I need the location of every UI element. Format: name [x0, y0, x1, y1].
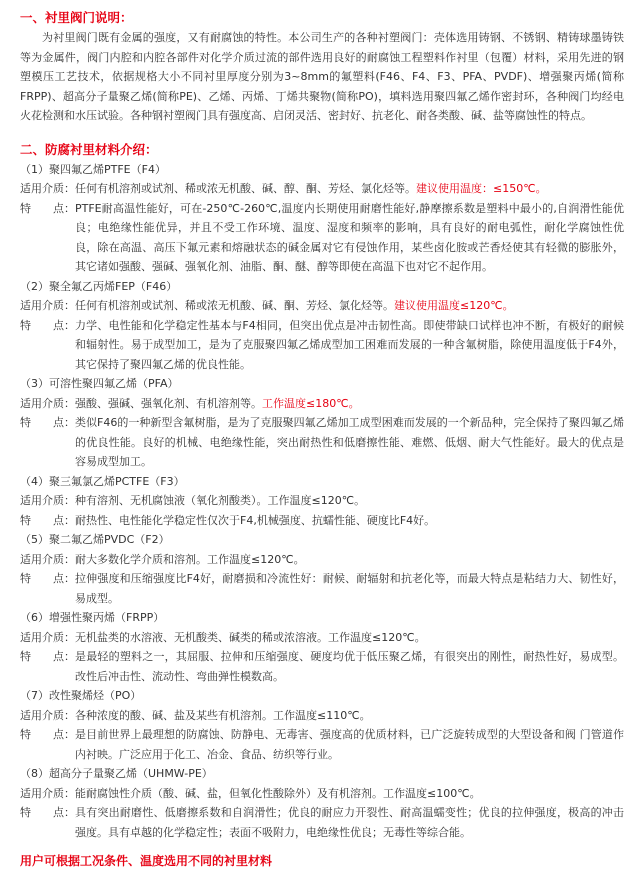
medium-text: 强酸、强碱、强氧化剂、有机溶剂等。	[75, 396, 262, 410]
material-name: （3）可溶性聚四氟乙烯（PFA）	[20, 377, 179, 390]
material-name: （8）超高分子量聚乙烯（UHMW-PE）	[20, 767, 213, 780]
medium-text: 各种浓度的酸、碱、盐及某些有机溶剂。工作温度≤110℃。	[75, 708, 371, 722]
feature-row	[20, 413, 624, 472]
material-item	[20, 277, 624, 375]
feature-label: 特 点：	[20, 806, 75, 819]
feature-label: 特 点：	[20, 416, 75, 429]
medium-value	[75, 179, 624, 199]
section1-title: 一、衬里阀门说明：	[20, 10, 133, 25]
material-name: （2）聚全氟乙丙烯FEP（F46）	[20, 279, 178, 293]
material-name: （6）增强性聚丙烯（FRPP）	[20, 611, 165, 624]
medium-row	[20, 394, 624, 414]
feature-label: 特 点：	[20, 318, 75, 332]
material-item	[20, 472, 624, 531]
material-name: （7）改性聚烯烃（PO）	[20, 689, 142, 702]
material-name: （4）聚三氟氯乙烯PCTFE（F3）	[20, 474, 185, 488]
medium-row	[20, 550, 624, 570]
feature-text: 具有突出耐磨性、低磨擦系数和自润滑性；优良的耐应力开裂性、耐高温蠕变性；优良的拉伸强度，极高的冲击强度。具有卓越的化学稳定性；表面不吸附力，电绝缘性优良；无毒性等综合能。	[75, 806, 624, 839]
medium-label: 适用介质：	[20, 630, 75, 644]
temperature-highlight: 工作温度≤180℃。	[262, 396, 360, 410]
feature-text: 拉伸强度和压缩强度比F4好，耐磨损和冷流性好：耐候、耐辐射和抗老化等，而最大特点是粘结力大、韧性好，易成型。	[75, 572, 624, 605]
medium-label: 适用介质：	[20, 396, 75, 410]
medium-label: 适用介质：	[20, 708, 75, 722]
feature-row	[20, 725, 624, 764]
feature-text: PTFE耐高温性能好，可在-250℃-260℃,温度内长期使用耐磨性能好,静摩擦系数是塑料中最小的,自润滑性能优良；电绝缘性能优异，并且不受工作环境、温度、湿度和频率的影响，具有良好的耐电弧性，耐化学腐蚀性优良，除在高温、高压下氟元素和熔融状态的碱金属对它有侵蚀作用，某些卤化胺或芒香烃使其有轻微的膨胀外，其它诸如强酸、强碱、强氧化剂、油脂、酮、醚、醇等即使在高温下也对它不起作用。	[75, 201, 624, 273]
temperature-highlight: 建议使用温度：≤150℃。	[416, 182, 547, 195]
medium-value	[75, 491, 624, 511]
feature-text: 是最轻的塑料之一，其屈服、拉伸和压缩强度、硬度均优于低压聚乙烯，有很突出的刚性，耐热性好，易成型。改性后冲击性、流动性、弯曲弹性模数高。	[75, 650, 624, 683]
medium-text: 任何有机溶剂或试剂、稀或浓无机酸、碱、酮、芳烃、氯化烃等。	[75, 299, 394, 312]
medium-text: 耐大多数化学介质和溶剂。工作温度≤120℃。	[75, 552, 305, 566]
feature-label: 特 点：	[20, 201, 75, 215]
medium-value	[75, 394, 624, 414]
medium-label: 适用介质：	[20, 494, 75, 507]
medium-row	[20, 706, 624, 726]
material-item	[20, 764, 624, 842]
feature-row	[20, 803, 624, 842]
footer-note: 用户可根据工况条件、温度选用不同的衬里材料	[20, 854, 273, 868]
medium-label: 适用介质：	[20, 182, 75, 195]
feature-row	[20, 647, 624, 686]
section1-paragraph: 为衬里阀门既有金属的强度，又有耐腐蚀的特性。本公司生产的各种衬塑阀门：壳体选用铸钢、不锈钢、精铸球墨铸铁等为金属件，阀门内腔和内腔各部件对化学介质过流的部件选用良好的耐腐蚀工程塑料作衬里（包覆）材料，采用先进的钢塑模压工艺技术，依据规格大小不同衬里厚度分别为3~8mm的氟塑料(F46、F4、F3、PFA、PVDF)、增强聚丙烯(简称FRPP)、超高分子量聚乙烯(简称PE)、乙烯、丙烯、丁烯共聚物(简称PO)，填料选用聚四氟乙烯作密封环，各种阀门均经电火花检测和水压试验。各种钢衬塑阀门具有强度高、启闭灵活、密封好、抗老化、耐各类酸、碱、盐等腐蚀性的特点。	[20, 31, 624, 122]
feature-row	[20, 316, 624, 375]
material-item	[20, 686, 624, 764]
medium-row	[20, 784, 624, 804]
material-list	[20, 160, 624, 843]
feature-label: 特 点：	[20, 650, 75, 663]
feature-label: 特 点：	[20, 572, 75, 585]
medium-text: 种有溶剂、无机腐蚀液（氧化剂酸类）。工作温度≤120℃。	[75, 494, 366, 507]
feature-row	[20, 511, 624, 531]
feature-label: 特 点：	[20, 728, 75, 741]
medium-value	[75, 550, 624, 570]
medium-text: 无机盐类的水溶液、无机酸类、碱类的稀或浓溶液。工作温度≤120℃。	[75, 630, 426, 644]
material-name: （1）聚四氟乙烯PTFE（F4）	[20, 162, 166, 176]
medium-value	[75, 706, 624, 726]
medium-row	[20, 628, 624, 648]
section2-title: 二、防腐衬里材料介绍：	[20, 141, 158, 157]
medium-row	[20, 179, 624, 199]
medium-label: 适用介质：	[20, 299, 75, 312]
medium-value	[75, 296, 624, 316]
feature-text: 力学、电性能和化学稳定性基本与F4相同，但突出优点是冲击韧性高。即使带缺口试样也冲不断，有极好的耐候和辐射性。易于成型加工，是为了克服聚四氟乙烯成型加工困难而发展的一种含氟树脂，除使用温度低于F4外，其它保持了聚四氟乙烯的优良性能。	[75, 318, 624, 371]
medium-row	[20, 491, 624, 511]
medium-label: 适用介质：	[20, 786, 75, 800]
material-item	[20, 530, 624, 608]
medium-row	[20, 296, 624, 316]
medium-value	[75, 628, 624, 648]
feature-row	[20, 199, 624, 277]
feature-text: 是目前世界上最理想的防腐蚀、防静电、无毒害、强度高的优质材料，已广泛旋转成型的大型设备和阀 门管道作内衬映。广泛应用于化工、冶金、食品、纺织等行业。	[75, 728, 624, 761]
medium-text: 任何有机溶剂或试剂、稀或浓无机酸、碱、醇、酮、芳烃、氯化烃等。	[75, 182, 416, 195]
medium-label: 适用介质：	[20, 552, 75, 566]
material-item	[20, 374, 624, 472]
material-name: （5）聚二氟乙烯PVDC（F2）	[20, 533, 170, 546]
medium-value	[75, 784, 624, 804]
feature-text: 耐热性、电性能化学稳定性仅次于F4,机械强度、抗蠕性能、硬度比F4好。	[75, 513, 436, 527]
medium-text: 能耐腐蚀性介质（酸、碱、盐，但氧化性酸除外）及有机溶剂。工作温度≤100℃。	[75, 786, 481, 800]
feature-label: 特 点：	[20, 513, 75, 527]
feature-row	[20, 569, 624, 608]
material-item	[20, 608, 624, 686]
temperature-highlight: 建议使用温度≤120℃。	[394, 299, 514, 312]
feature-text: 类似F46的一种新型含氟树脂，是为了克服聚四氟乙烯加工成型困难而发展的一个新品种，完全保持了聚四氟乙烯的优良性能。良好的机械、电绝缘性能，突出耐热性和低磨擦性能、难燃、低烟、耐大气性能好。最大的优点是容易成型加工。	[75, 416, 624, 468]
material-item	[20, 160, 624, 277]
